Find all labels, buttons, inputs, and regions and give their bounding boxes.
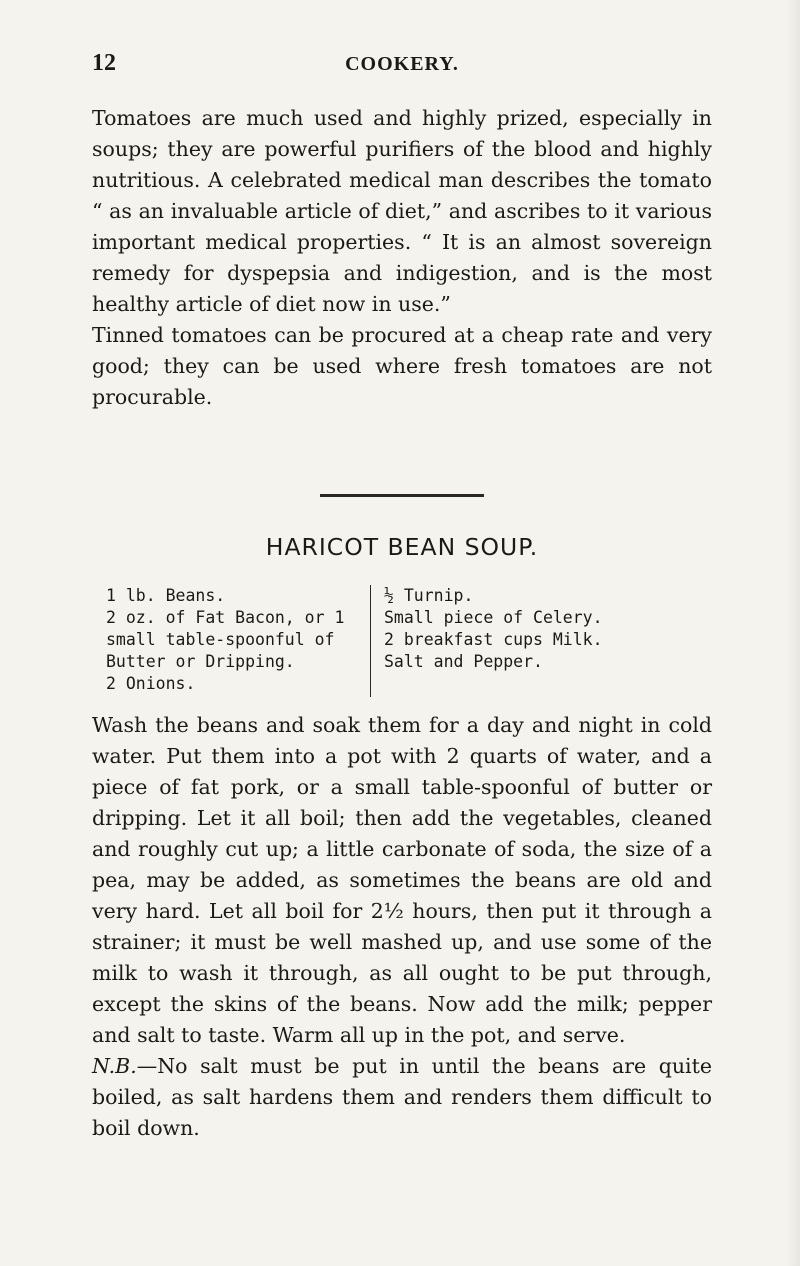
- page-edge-shadow: [786, 0, 800, 1266]
- page-number: 12: [92, 50, 116, 76]
- ingredient-item: 1 lb. Beans.: [106, 586, 226, 605]
- ingredient-item: 2 oz. of Fat Bacon, or 1 small table-spoonful of Butter or Dripping.: [106, 608, 345, 671]
- note-label: N.B.: [92, 1054, 137, 1078]
- ingredients-right-column: [370, 585, 664, 697]
- ingredient-item: 2 breakfast cups Milk.: [384, 630, 603, 649]
- recipe-title: HARICOT BEAN SOUP.: [265, 533, 539, 561]
- method-paragraph: Wash the beans and soak them for a day and night in cold water. Put them into a pot with 2 quarts of water, and a piece of fat pork, or a small table-spoonful of butter or dripping. Let it all boil; then add the vegetables, cleaned and roughly cut up; a little carbonate of soda, the size of a pea, may be added, as sometimes the beans are old and very hard. Let all boil for 2½ hours, then put it through a strainer; it must be well mashed up, and use some of the milk to wash it through, as all ought to be put through, except the skins of the beans. Now add the milk; pepper and salt to taste. Warm all up in the pot, and serve.: [92, 713, 712, 1047]
- intro-paragraph-2: Tinned tomatoes can be procured at a cheap rate and very good; they can be used where fresh tomatoes are not procurable.: [92, 323, 712, 409]
- running-head: COOKERY.: [345, 53, 459, 75]
- ingredient-item: 2 Onions.: [106, 674, 196, 693]
- ingredient-item: Salt and Pepper.: [384, 652, 543, 671]
- intro-section: [92, 103, 712, 413]
- note-paragraph: [92, 1051, 712, 1144]
- ingredient-item: ½ Turnip.: [384, 586, 474, 605]
- page-header: [92, 50, 712, 84]
- ingredients-left-column: [106, 585, 368, 695]
- section-divider: [320, 494, 484, 497]
- ingredient-item: Small piece of Celery.: [384, 608, 603, 627]
- note-text: —No salt must be put in until the beans are quite boiled, as salt hardens them and renders them difficult to boil down.: [92, 1054, 712, 1140]
- intro-paragraph-1: Tomatoes are much used and highly prized, especially in soups; they are powerful purifiers of the blood and highly nutritious. A celebrated medical man describes the tomato “ as an invaluable article of diet,” and ascribes to it various important medical properties. “ It is an almost sovereign remedy for dyspepsia and indigestion, and is the most healthy article of diet now in use.”: [92, 106, 712, 316]
- method-section: [92, 710, 712, 1144]
